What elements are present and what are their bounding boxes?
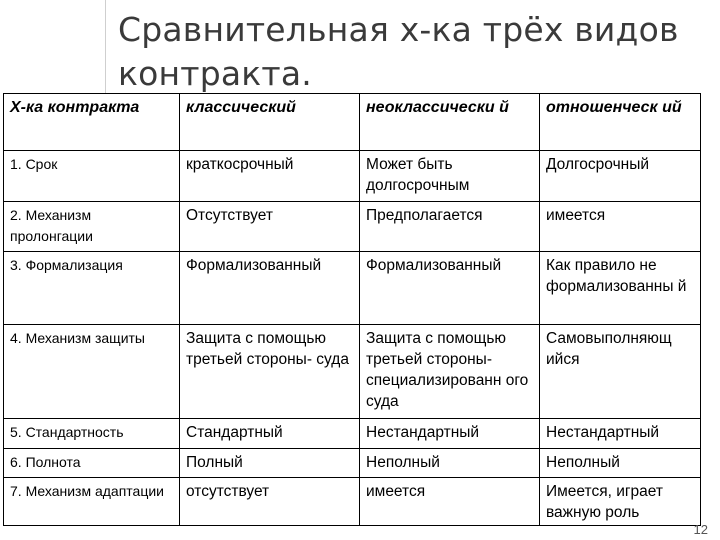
table-cell: Нестандартный	[540, 419, 701, 449]
table-cell: Неполный	[540, 449, 701, 478]
header-cell: Х-ка контракта	[4, 94, 180, 151]
table-cell: Предполагается	[360, 202, 540, 252]
table-row	[4, 449, 701, 478]
table-cell: отсутствует	[180, 478, 360, 526]
table-row	[4, 252, 701, 325]
header-cell: классический	[180, 94, 360, 151]
table-cell: Отсутствует	[180, 202, 360, 252]
header-cell: отношенческ ий	[540, 94, 701, 151]
header-cell: неоклассически й	[360, 94, 540, 151]
table-cell: Формализованный	[360, 252, 540, 325]
table-row	[4, 202, 701, 252]
table-cell: Защита с помощью третьей стороны- специализированн ого суда	[360, 325, 540, 419]
row-label: 1. Срок	[4, 151, 180, 202]
table-cell: краткосрочный	[180, 151, 360, 202]
table-row	[4, 151, 701, 202]
table-cell: Полный	[180, 449, 360, 478]
table-cell: Самовыполняющ ийся	[540, 325, 701, 419]
table-header-row	[4, 94, 701, 151]
table-cell: Как правило не формализованны й	[540, 252, 701, 325]
table-cell: Имеется, играет важную роль	[540, 478, 701, 526]
row-label: 6. Полнота	[4, 449, 180, 478]
comparison-table	[3, 93, 701, 526]
table-cell: Защита с помощью третьей стороны- суда	[180, 325, 360, 419]
row-label: 4. Механизм защиты	[4, 325, 180, 419]
slide-title: Сравнительная х-ка трёх видов контракта.	[118, 10, 679, 93]
table-row	[4, 478, 701, 526]
table-row	[4, 325, 701, 419]
table-cell: Нестандартный	[360, 419, 540, 449]
row-label: 7. Механизм адаптации	[4, 478, 180, 526]
table-cell: Может быть долгосрочным	[360, 151, 540, 202]
title-divider	[105, 0, 106, 93]
row-label: 3. Формализация	[4, 252, 180, 325]
table-cell: Неполный	[360, 449, 540, 478]
table-cell: имеется	[360, 478, 540, 526]
row-label: 5. Стандартность	[4, 419, 180, 449]
table-cell: Долгосрочный	[540, 151, 701, 202]
table-cell: Формализованный	[180, 252, 360, 325]
table-row	[4, 419, 701, 449]
table-cell: имеется	[540, 202, 701, 252]
row-label: 2. Механизм пролонгации	[4, 202, 180, 252]
table-cell: Стандартный	[180, 419, 360, 449]
page-number: 12	[693, 522, 708, 537]
